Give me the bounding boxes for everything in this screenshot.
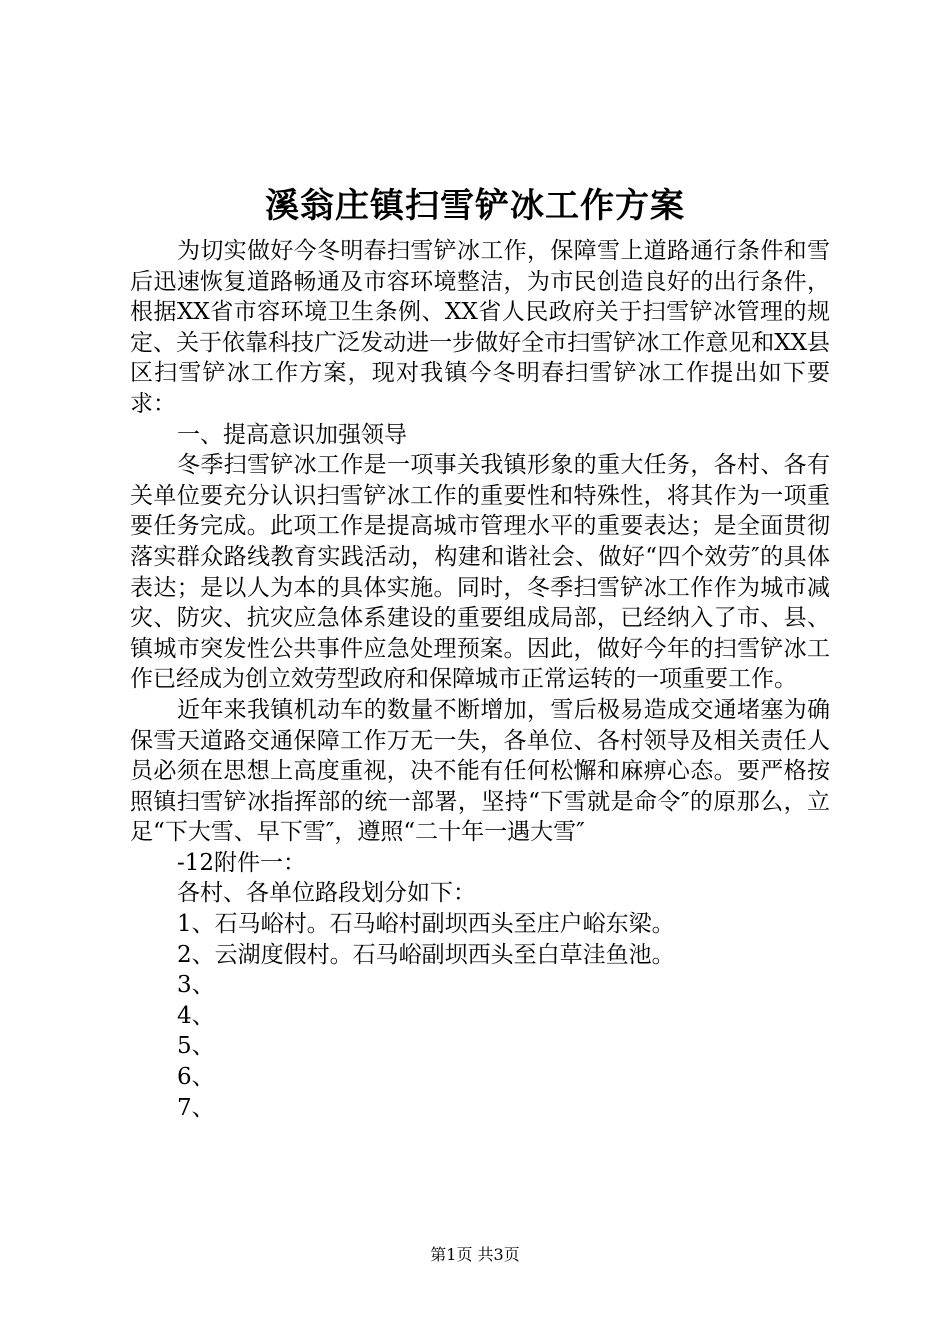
section-heading: 一、提高意识加强领导: [177, 421, 407, 448]
paragraph-importance: 冬季扫雪铲冰工作是一项事关我镇形象的重大任务，各村、各有关单位要充分认识扫雪铲冰工作的重要性和特殊性，将其作为一项重要任务完成。此项工作是提高城市管理水平的重要表达；是全面贯彻落实群众路线教育实践活动，构建和谐社会、做好“四个效劳″的具体表达；是以人为本的具体实施。同时，冬季扫雪铲冰工作作为城市减灾、防灾、抗灾应急体系建设的重要组成局部，已经纳入了市、县、镇城市突发性公共事件应急处理预案。因此，做好今年的扫雪铲冰工作已经成为创立效劳型政府和保障城市正常运转的一项重要工作。: [130, 452, 830, 693]
page-footer: 第1页 共3页: [430, 1245, 520, 1264]
attachment-label: -12附件一：: [177, 849, 307, 876]
list-item: 3、: [177, 972, 215, 999]
intro-paragraph: 为切实做好今冬明春扫雪铲冰工作，保障雪上道路通行条件和雪后迅速恢复道路畅通及市容环境整洁，为市民创造良好的出行条件，根据XX省市容环境卫生条例、XX省人民政府关于扫雪铲冰管理的规定、关于依靠科技广泛发动进一步做好全市扫雪铲冰工作意见和XX县区扫雪铲冰工作方案，现对我镇今冬明春扫雪铲冰工作提出如下要求：: [130, 238, 830, 417]
list-item: 4、: [177, 1002, 215, 1029]
list-item: 1、石马峪村。石马峪村副坝西头至庄户峪东梁。: [177, 911, 675, 938]
paragraph-traffic: 近年来我镇机动车的数量不断增加，雪后极易造成交通堵塞为确保雪天道路交通保障工作万无一失，各单位、各村领导及相关责任人员必须在思想上高度重视，决不能有任何松懈和麻痹心态。要严格按照镇扫雪铲冰指挥部的统一部署，坚持“下雪就是命令″的原那么，立足“下大雪、早下雪″，遵照“二十年一遇大雪″: [130, 696, 830, 846]
document-title: 溪翁庄镇扫雪铲冰工作方案: [265, 186, 685, 226]
division-intro: 各村、各单位路段划分如下：: [177, 880, 476, 907]
list-item: 2、云湖度假村。石马峪副坝西头至白草洼鱼池。: [177, 941, 675, 968]
document-body: [130, 236, 830, 1123]
list-item: 7、: [177, 1094, 215, 1121]
list-item: 5、: [177, 1033, 215, 1060]
list-item: 6、: [177, 1064, 215, 1091]
